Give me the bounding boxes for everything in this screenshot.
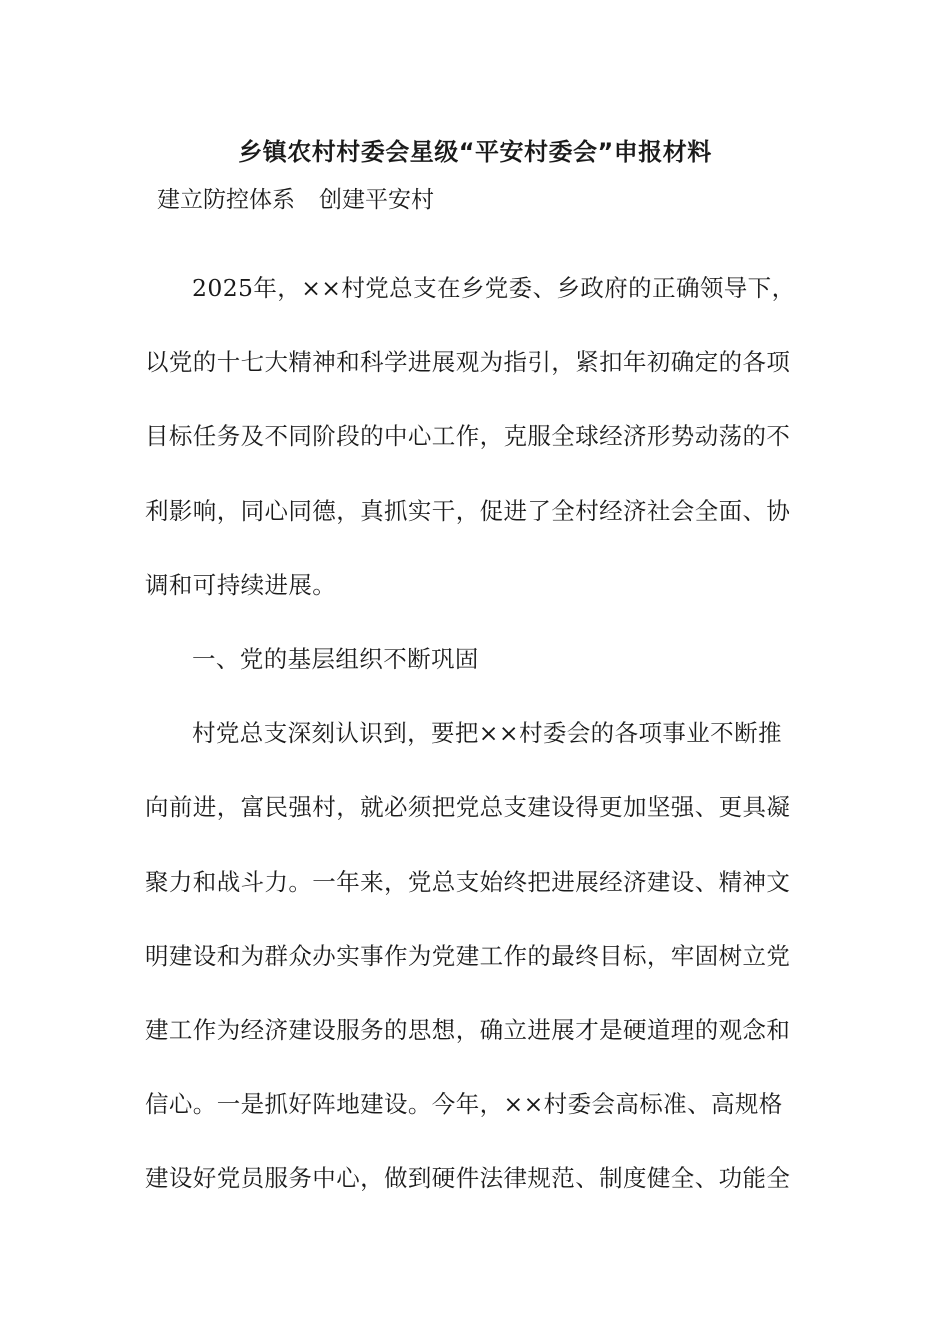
subtitle-right: 创建平安村 [319, 187, 434, 213]
section-heading [145, 622, 810, 696]
text-line: 利影响，同心同德，真抓实干，促进了全村经济社会全面、协 [145, 496, 791, 525]
text-line: 建工作为经济建设服务的思想，确立进展才是硬道理的观念和 [145, 1015, 791, 1044]
paragraph-party-building [145, 696, 810, 1215]
text-line: 聚力和战斗力。一年来，党总支始终把进展经济建设、精神文 [145, 867, 791, 896]
text-line: 目标任务及不同阶段的中心工作，克服全球经济形势动荡的不 [145, 422, 791, 451]
text-line: 信心。一是抓好阵地建设。今年，××村委会高标准、高规格 [145, 1090, 783, 1119]
document-body [145, 251, 810, 1215]
text-line: 以党的十七大精神和科学进展观为指引，紧扣年初确定的各项 [145, 348, 791, 377]
section-heading-text: 一、党的基层组织不断巩固 [192, 644, 479, 673]
paragraph-intro [145, 251, 810, 622]
text-line: 建设好党员服务中心，做到硬件法律规范、制度健全、功能全 [145, 1164, 791, 1193]
document-subtitle [157, 182, 434, 218]
text-line: 村党总支深刻认识到，要把××村委会的各项事业不断推 [192, 719, 782, 748]
text-line: 明建设和为群众办实事作为党建工作的最终目标，牢固树立党 [145, 941, 791, 970]
subtitle-left: 建立防控体系 [157, 187, 295, 213]
document-title: 乡镇农村村委会星级“平安村委会”申报材料 [238, 138, 712, 166]
text-line: 向前进，富民强村，就必须把党总支建设得更加坚强、更具凝 [145, 793, 791, 822]
text-line: 调和可持续进展。 [145, 570, 337, 599]
text-line: 2025年，××村党总支在乡党委、乡政府的正确领导下， [192, 274, 796, 302]
